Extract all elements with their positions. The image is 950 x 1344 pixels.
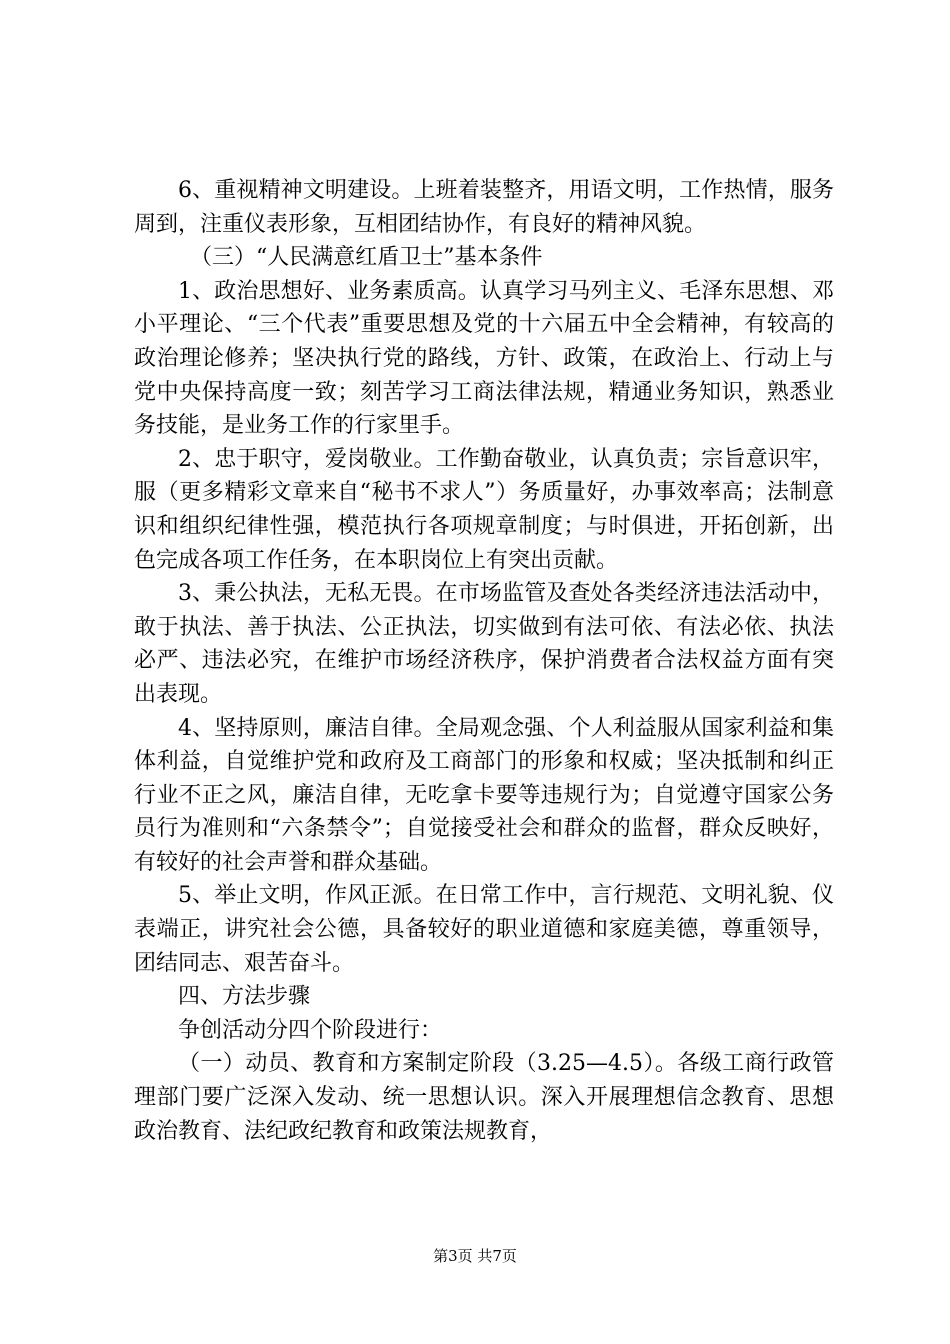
condition-1-paragraph: 1、政治思想好、业务素质高。认真学习马列主义、毛泽东思想、邓小平理论、“三个代表”重要思想及党的十六届五中全会精神，有较高的政治理论修养；坚决执行党的路线，方针、政策，在政治上、行动上与党中央保持高度一致；刻苦学习工商法律法规，精通业务知识，熟悉业务技能，是业务工作的行家里手。 [134,278,834,439]
page-footer: 第3页 共7页 [433,1247,517,1265]
section-heading-methods: 四、方法步骤 [178,984,311,1010]
stages-intro-paragraph: 争创活动分四个阶段进行： [178,1017,443,1043]
section-heading-basic-conditions: （三）“人民满意红盾卫士”基本条件 [190,245,543,271]
condition-3-paragraph: 3、秉公执法，无私无畏。在市场监管及查处各类经济违法活动中，敢于执法、善于执法、公正执法，切实做到有法可依、有法必依、执法必严、违法必究，在维护市场经济秩序，保护消费者合法权益方面有突出表现。 [134,581,834,707]
paragraph-item-6: 6、重视精神文明建设。上班着装整齐，用语文明，工作热情，服务周到，注重仪表形象，互相团结协作，有良好的精神风貌。 [134,178,834,237]
condition-4-paragraph: 4、坚持原则，廉洁自律。全局观念强、个人利益服从国家利益和集体利益，自觉维护党和政府及工商部门的形象和权威；坚决抵制和纠正行业不正之风，廉洁自律，无吃拿卡要等违规行为；自觉遵守国家公务员行为准则和“六条禁令”；自觉接受社会和群众的监督，群众反映好，有较好的社会声誉和群众基础。 [134,715,834,875]
condition-5-paragraph: 5、举止文明，作风正派。在日常工作中，言行规范、文明礼貌、仪表端正，讲究社会公德，具备较好的职业道德和家庭美德，尊重领导，团结同志、艰苦奋斗。 [134,883,834,976]
stage-1-paragraph: （一）动员、教育和方案制定阶段（3.25—4.5）。各级工商行政管理部门要广泛深入发动、统一思想认识。深入开展理想信念教育、思想政治教育、法纪政纪教育和政策法规教育， [134,1051,834,1144]
document-body [134,174,834,1148]
condition-2-paragraph: 2、忠于职守，爱岗敬业。工作勤奋敬业，认真负责；宗旨意识牢，服（更多精彩文章来自“秘书不求人”）务质量好，办事效率高；法制意识和组织纪律性强，模范执行各项规章制度；与时俱进，开拓创新，出色完成各项工作任务，在本职岗位上有突出贡献。 [134,446,834,573]
